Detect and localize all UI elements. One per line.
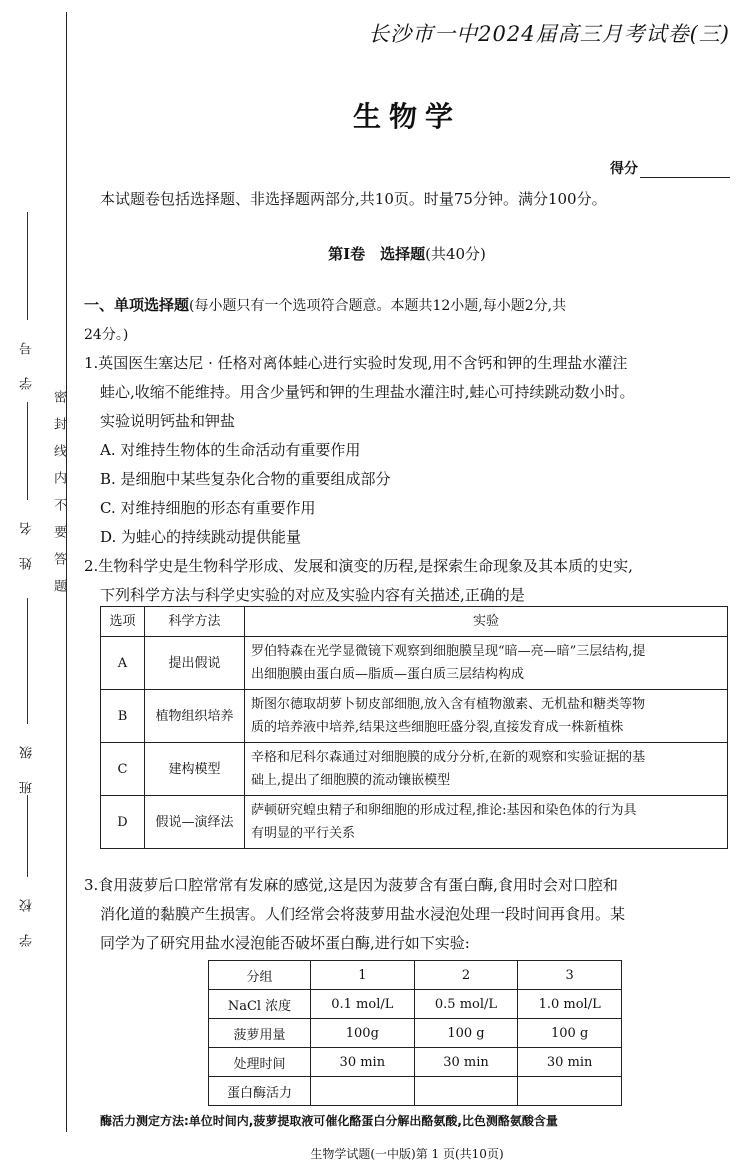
enzyme-method-note: 酶活力测定方法:单位时间内,菠萝提取液可催化酪蛋白分解出酪氨酸,比色测酪氨酸含量 (100, 1114, 558, 1128)
option-cell: D (101, 796, 145, 849)
answer-blank-cell[interactable] (518, 1077, 622, 1106)
table-header-cell: 科学方法 (145, 607, 245, 637)
student-id-label: 学号 (20, 320, 35, 390)
q3-stem-line3: 同学为了研究用盐水浸泡能否破坏蛋白酶,进行如下实验: (100, 934, 470, 952)
q1-stem-line1: 1.英国医生塞达尼 · 任格对离体蛙心进行实验时发现,用不含钙和钾的生理盐水灌注 (84, 354, 628, 372)
table-row (101, 743, 728, 796)
score-blank[interactable] (640, 164, 730, 178)
q2-stem-line2: 下列科学方法与科学史实验的对应及实验内容有关描述,正确的是 (100, 586, 525, 604)
q1-option-d[interactable]: D. 为蛙心的持续跳动提供能量 (100, 528, 302, 546)
table-cell: 100 g (414, 1019, 518, 1048)
subject-title: 生物学 (352, 100, 461, 133)
method-cell: 提出假说 (145, 637, 245, 690)
option-cell: C (101, 743, 145, 796)
option-cell: A (101, 637, 145, 690)
question-2 (84, 552, 730, 610)
table-cell: 2 (414, 961, 518, 990)
experiment-line: 有明显的平行关系 (251, 826, 356, 841)
q1-option-c[interactable]: C. 对维持细胞的形态有重要作用 (100, 499, 316, 517)
table-cell: 分组 (209, 961, 311, 990)
q1-stem-line3: 实验说明钙盐和钾盐 (100, 412, 236, 430)
question-3 (84, 871, 730, 958)
q1-option-b[interactable]: B. 是细胞中某些复杂化合物的重要组成部分 (100, 470, 391, 488)
part1-heading: 一、单项选择题 (84, 296, 190, 314)
section-title-main: 第Ⅰ卷 选择题 (328, 245, 426, 263)
exam-intro: 本试题卷包括选择题、非选择题两部分,共10页。时量75分钟。满分100分。 (100, 190, 607, 208)
table-cell: 30 min (414, 1048, 518, 1077)
table-row (209, 1019, 622, 1048)
experiment-line: 质的培养液中培养,结果这些细胞旺盛分裂,直接发育成一株新植株 (251, 720, 624, 735)
table-cell: 蛋白酶活力 (209, 1077, 311, 1106)
table-row (209, 990, 622, 1019)
table-cell: 1 (311, 961, 415, 990)
part1-note-line1: (每小题只有一个选项符合题意。本题共12小题,每小题2分,共 (189, 298, 567, 314)
table-row (101, 690, 728, 743)
table-row (101, 796, 728, 849)
school-field (18, 795, 36, 947)
option-cell: B (101, 690, 145, 743)
school-label: 学校 (20, 877, 35, 947)
seal-line-note: 密封线内不要答题 (51, 390, 66, 606)
table-cell: 1.0 mol/L (518, 990, 622, 1019)
table-header-cell: 实验 (245, 607, 728, 637)
binding-strip (0, 0, 70, 1173)
answer-blank-cell[interactable] (414, 1077, 518, 1106)
name-field (18, 402, 36, 570)
q1-stem-line2: 蛙心,收缩不能维持。用含少量钙和钾的生理盐水灌注时,蛙心可持续跳动数小时。 (100, 383, 635, 401)
q2-table (100, 606, 728, 849)
name-label: 姓名 (20, 500, 35, 570)
score-label: 得分 (610, 161, 638, 177)
table-header-row (101, 607, 728, 637)
q2-stem-line1: 2.生物科学史是生物科学形成、发展和演变的历程,是探索生命现象及其本质的史实, (84, 557, 633, 575)
experiment-cell (245, 743, 728, 796)
binding-line (66, 12, 67, 1132)
experiment-cell (245, 637, 728, 690)
class-label: 班级 (20, 724, 35, 794)
q1-option-a[interactable]: A. 对维持生物体的生命活动有重要作用 (100, 441, 361, 459)
table-row (209, 1077, 622, 1106)
name-line (27, 402, 28, 500)
experiment-line: 萨顿研究蝗虫精子和卵细胞的形成过程,推论:基因和染色体的行为具 (251, 803, 637, 818)
student-id-line (27, 212, 28, 320)
experiment-cell (245, 796, 728, 849)
part1-heading-block (84, 291, 730, 350)
class-line (27, 598, 28, 724)
table-cell: NaCl 浓度 (209, 990, 311, 1019)
table-cell: 100 g (518, 1019, 622, 1048)
section-title-note: (共40分) (425, 245, 486, 263)
part1-note-line2: 24分。) (84, 327, 129, 343)
table-row (209, 961, 622, 990)
table-row (209, 1048, 622, 1077)
table-cell: 30 min (311, 1048, 415, 1077)
table-cell: 100g (311, 1019, 415, 1048)
page-footer: 生物学试题(一中版)第 1 页(共10页) (310, 1147, 504, 1161)
exam-title: 长沙市一中2024届高三月考试卷(三) (368, 22, 730, 46)
student-id-field (18, 212, 36, 390)
table-cell: 3 (518, 961, 622, 990)
table-cell: 30 min (518, 1048, 622, 1077)
class-field (18, 598, 36, 794)
question-1 (84, 349, 730, 552)
experiment-line: 辛格和尼科尔森通过对细胞膜的成分分析,在新的观察和实验证据的基 (251, 750, 646, 765)
experiment-line: 础上,提出了细胞膜的流动镶嵌模型 (251, 773, 451, 788)
method-cell: 建构模型 (145, 743, 245, 796)
section-title (84, 243, 730, 264)
method-cell: 假说—演绎法 (145, 796, 245, 849)
table-cell: 0.1 mol/L (311, 990, 415, 1019)
table-row (101, 637, 728, 690)
school-line (27, 795, 28, 877)
table-cell: 菠萝用量 (209, 1019, 311, 1048)
experiment-line: 出细胞膜由蛋白质—脂质—蛋白质三层结构构成 (251, 667, 525, 682)
experiment-cell (245, 690, 728, 743)
score-box (610, 158, 730, 178)
q3-stem-line1: 3.食用菠萝后口腔常常有发麻的感觉,这是因为菠萝含有蛋白酶,食用时会对口腔和 (84, 876, 618, 894)
q3-table (208, 960, 622, 1106)
method-cell: 植物组织培养 (145, 690, 245, 743)
exam-page (84, 0, 730, 1173)
table-header-cell: 选项 (101, 607, 145, 637)
answer-blank-cell[interactable] (311, 1077, 415, 1106)
experiment-line: 斯图尔德取胡萝卜韧皮部细胞,放入含有植物激素、无机盐和糖类等物 (251, 697, 646, 712)
experiment-line: 罗伯特森在光学显微镜下观察到细胞膜呈现“暗—亮—暗”三层结构,提 (251, 644, 646, 659)
q3-stem-line2: 消化道的黏膜产生损害。人们经常会将菠萝用盐水浸泡处理一段时间再食用。某 (100, 905, 626, 923)
table-cell: 处理时间 (209, 1048, 311, 1077)
table-cell: 0.5 mol/L (414, 990, 518, 1019)
